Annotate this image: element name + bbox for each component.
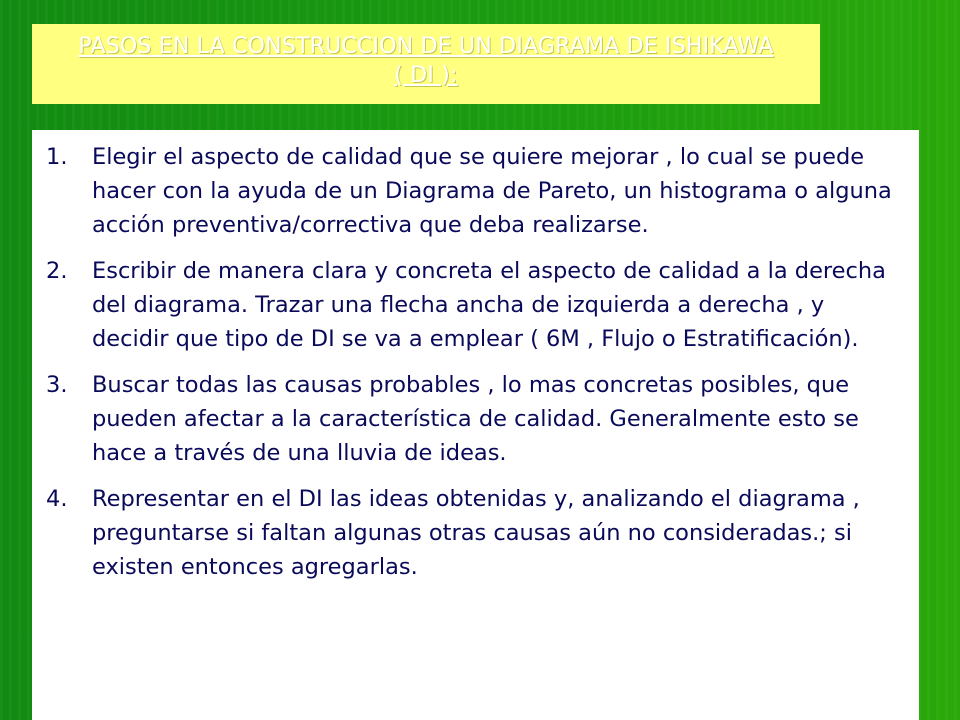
- step-number: 2.: [46, 258, 68, 284]
- list-item-step-4: [46, 482, 905, 584]
- step-text: Elegir el aspecto de calidad que se quiere mejorar , lo cual se puede hacer con la ayuda de un Diagrama de Pareto, un histograma o alguna acción preventiva/correctiva que deba realizarse.: [92, 144, 892, 238]
- step-number: 1.: [46, 144, 68, 170]
- list-item-step-3: [46, 368, 905, 470]
- list-item-step-2: [46, 254, 905, 356]
- title-box: [32, 24, 820, 104]
- content-box: [32, 130, 919, 720]
- steps-list: [46, 140, 905, 584]
- step-number: 4.: [46, 486, 68, 512]
- step-text: Buscar todas las causas probables , lo mas concretas posibles, que pueden afectar a la característica de calidad. Generalmente esto se hace a través de una lluvia de ideas.: [92, 372, 859, 466]
- step-number: 3.: [46, 372, 68, 398]
- step-text: Escribir de manera clara y concreta el aspecto de calidad a la derecha del diagrama. Trazar una flecha ancha de izquierda a derecha , y decidir que tipo de DI se va a emplear ( 6M , Flujo o Estratificación).: [92, 258, 886, 352]
- list-item-step-1: [46, 140, 905, 242]
- slide-title: PASOS EN LA CONSTRUCCION DE UN DIAGRAMA DE ISHIKAWA ( DI ):: [78, 34, 774, 88]
- step-text: Representar en el DI las ideas obtenidas y, analizando el diagrama , preguntarse si faltan algunas otras causas aún no consideradas.; si existen entonces agregarlas.: [92, 486, 860, 580]
